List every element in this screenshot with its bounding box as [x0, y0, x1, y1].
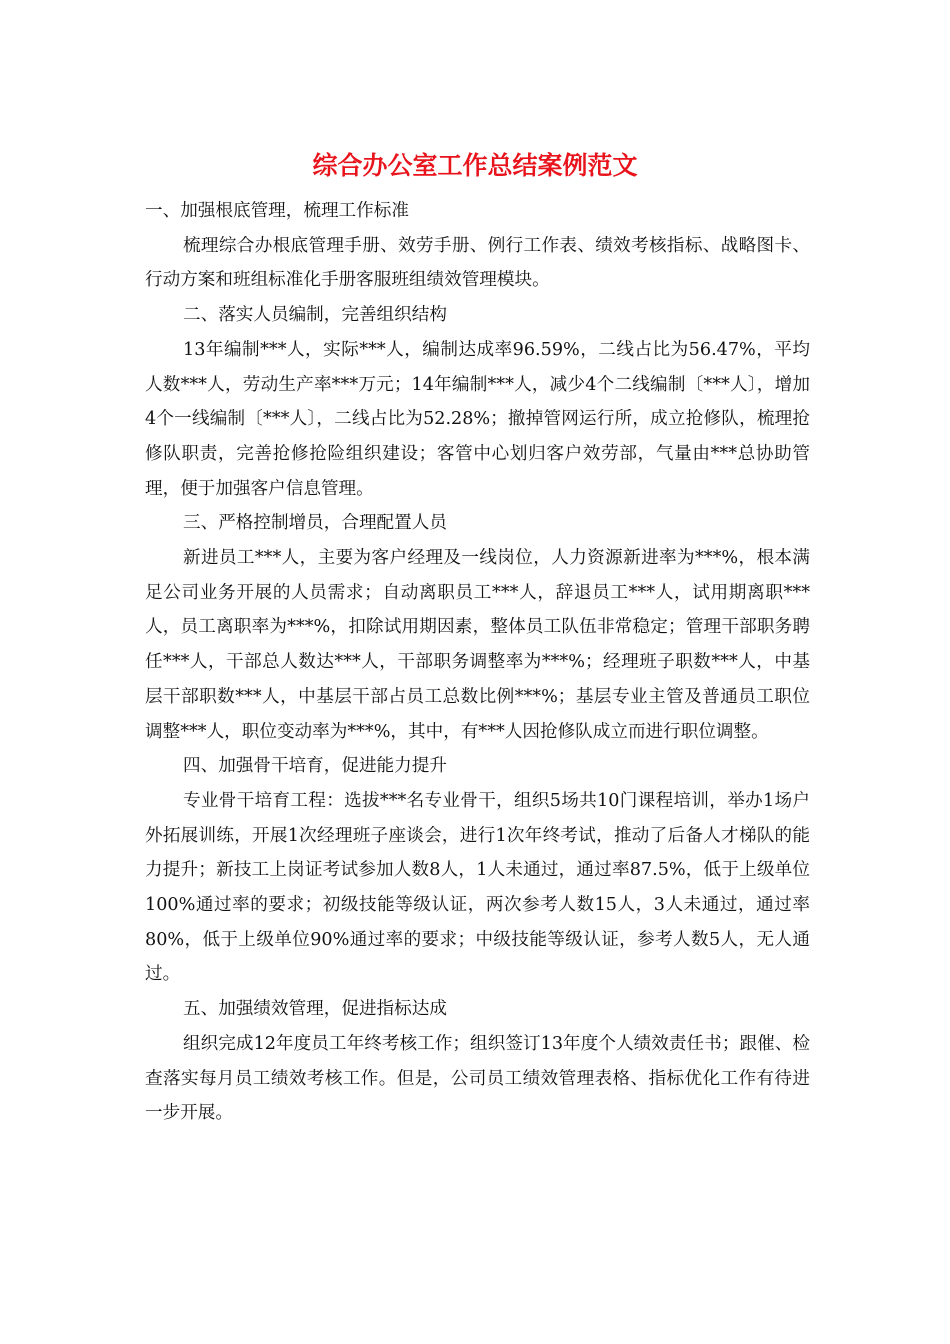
document-title: 综合办公室工作总结案例范文: [312, 151, 638, 180]
section-heading-3: 三、严格控制增员，合理配置人员: [183, 513, 447, 534]
section-heading-4: 四、加强骨干培育，促进能力提升: [183, 756, 447, 777]
section-body-3: 新进员工***人，主要为客户经理及一线岗位，人力资源新进率为***%，根本满足公司业务开展的人员需求；自动离职员工***人，辞退员工***人，试用期离职***人，员工离职率为***%，扣除试用期因素，整体员工队伍非常稳定；管理干部职务聘任***人，干部总人数达***人，干部职务调整率为***%；经理班子职数***人，中基层干部职数***人，中基层干部占员工总数比例***%；基层专业主管及普通员工职位调整***人，职位变动率为***%，其中，有***人因抢修队成立而进行职位调整。: [145, 548, 810, 742]
section-body-2: 13年编制***人，实际***人，编制达成率96.59%，二线占比为56.47%，平均人数***人，劳动生产率***万元；14年编制***人，减少4个二线编制〔***人〕，增加4个一线编制〔***人〕，二线占比为52.28%；撤掉管网运行所，成立抢修队，梳理抢修队职责，完善抢修抢险组织建设；客管中心划归客户效劳部，气量由***总协助管理，便于加强客户信息管理。: [145, 339, 810, 499]
section-heading-2: 二、落实人员编制，完善组织结构: [183, 305, 447, 326]
section-body-1: 梳理综合办根底管理手册、效劳手册、例行工作表、绩效考核指标、战略图卡、行动方案和班组标准化手册客服班组绩效管理模块。: [145, 235, 810, 291]
document-body: [145, 194, 810, 1131]
section-body-4: 专业骨干培育工程：选拔***名专业骨干，组织5场共10门课程培训，举办1场户外拓展训练，开展1次经理班子座谈会，进行1次年终考试，推动了后备人才梯队的能力提升；新技工上岗证考试参加人数8人，1人未通过，通过率87.5%，低于上级单位100%通过率的要求；初级技能等级认证，两次参考人数15人，3人未通过，通过率80%，低于上级单位90%通过率的要求；中级技能等级认证，参考人数5人，无人通过。: [145, 790, 810, 985]
section-body-5: 组织完成12年度员工年终考核工作；组织签订13年度个人绩效责任书；跟催、检查落实每月员工绩效考核工作。但是，公司员工绩效管理表格、指标优化工作有待进一步开展。: [145, 1033, 810, 1124]
section-heading-5: 五、加强绩效管理，促进指标达成: [183, 999, 447, 1020]
section-heading-1: 一、加强根底管理，梳理工作标准: [145, 201, 409, 221]
